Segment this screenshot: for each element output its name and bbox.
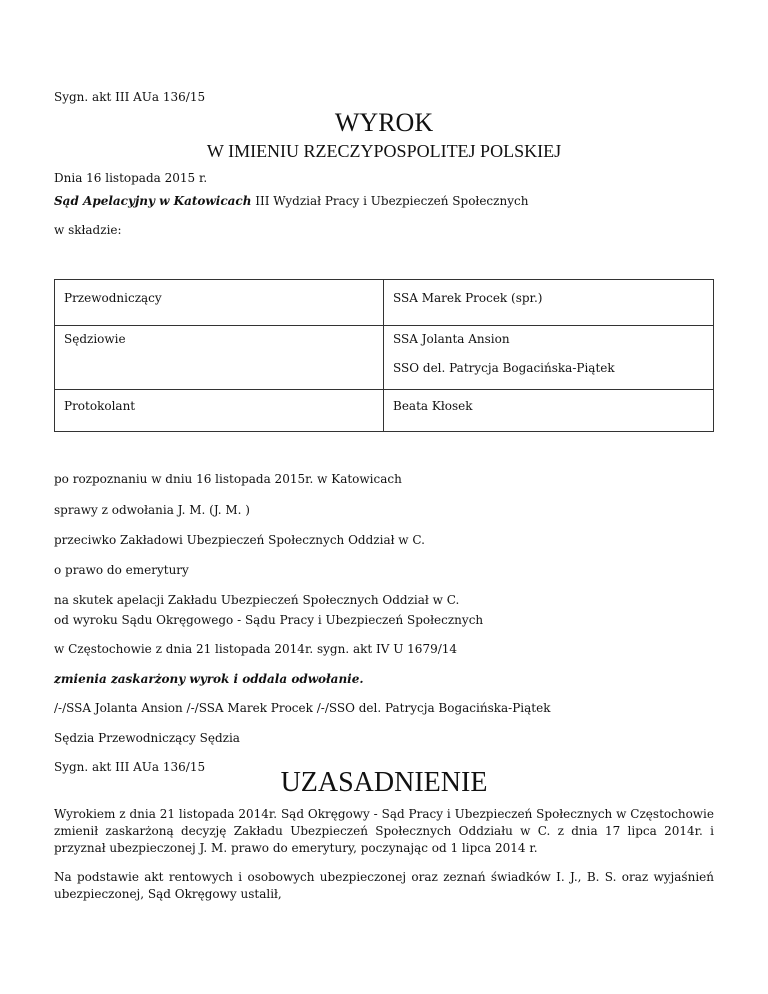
panel-names xyxy=(384,326,714,390)
signature-roles: Sędzia Przewodniczący Sędzia xyxy=(54,731,240,745)
verdict-subtitle: W IMIENIU RZECZYPOSPOLITEJ POLSKIEJ xyxy=(206,141,562,161)
court-name: Sąd Apelacyjny w Katowicach xyxy=(54,194,252,208)
case-signature-2: Sygn. akt III AUa 136/15 xyxy=(54,760,206,774)
body-line: po rozpoznaniu w dniu 16 listopada 2015r. w Katowicach xyxy=(54,472,402,486)
composition-label: w składzie: xyxy=(54,223,122,237)
panel-row-chair xyxy=(55,280,714,326)
panel-name: Beata Kłosek xyxy=(393,399,473,413)
case-signature: Sygn. akt III AUa 136/15 xyxy=(54,90,206,104)
body-line: o prawo do emerytury xyxy=(54,563,189,577)
justification-title: UZASADNIENIE xyxy=(280,767,488,798)
body-line: sprawy z odwołania J. M. (J. M. ) xyxy=(54,503,250,517)
court-panel-table xyxy=(54,279,714,432)
panel-name: SSO del. Patrycja Bogacińska-Piątek xyxy=(393,361,615,375)
justification-paragraph: Na podstawie akt rentowych i osobowych ubezpieczonej oraz zeznań świadków I. J., B. S. oraz wyjaśnień ubezpieczonej, Sąd Okręgowy ustalił, xyxy=(54,870,714,901)
panel-names xyxy=(384,390,714,432)
panel-role: Sędziowie xyxy=(55,326,384,390)
verdict-operative: zmienia zaskarżony wyrok i oddala odwołanie. xyxy=(54,672,364,686)
panel-role: Przewodniczący xyxy=(55,280,384,326)
body-line: przeciwko Zakładowi Ubezpieczeń Społecznych Oddział w C. xyxy=(54,533,425,547)
panel-row-judges xyxy=(55,326,714,390)
signature-names: /-/SSA Jolanta Ansion /-/SSA Marek Procek /-/SSO del. Patrycja Bogacińska-Piątek xyxy=(54,701,551,715)
justification-paragraph: Wyrokiem z dnia 21 listopada 2014r. Sąd Okręgowy - Sąd Pracy i Ubezpieczeń Społecznych w Częstochowie zmienił zaskarżoną decyzję Zakładu Ubezpieczeń Społecznych Oddziału w C. z dnia 17 lipca 2014r. i przyznał ubezpieczonej J. M. prawo do emerytury, poczynając od 1 lipca 2014 r. xyxy=(54,807,714,855)
panel-role: Protokolant xyxy=(55,390,384,432)
panel-name: SSA Marek Procek (spr.) xyxy=(393,291,543,305)
verdict-title: WYROK xyxy=(334,108,434,137)
body-line: na skutek apelacji Zakładu Ubezpieczeń Społecznych Oddział w C. xyxy=(54,593,460,607)
verdict-date: Dnia 16 listopada 2015 r. xyxy=(54,171,208,185)
panel-row-clerk xyxy=(55,390,714,432)
body-line: w Częstochowie z dnia 21 listopada 2014r. sygn. akt IV U 1679/14 xyxy=(54,642,458,656)
panel-name: SSA Jolanta Ansion xyxy=(393,332,510,346)
body-line: od wyroku Sądu Okręgowego - Sądu Pracy i Ubezpieczeń Społecznych xyxy=(54,613,484,627)
court-division: III Wydział Pracy i Ubezpieczeń Społecznych xyxy=(251,194,529,208)
panel-names xyxy=(384,280,714,326)
court-line xyxy=(54,194,528,209)
